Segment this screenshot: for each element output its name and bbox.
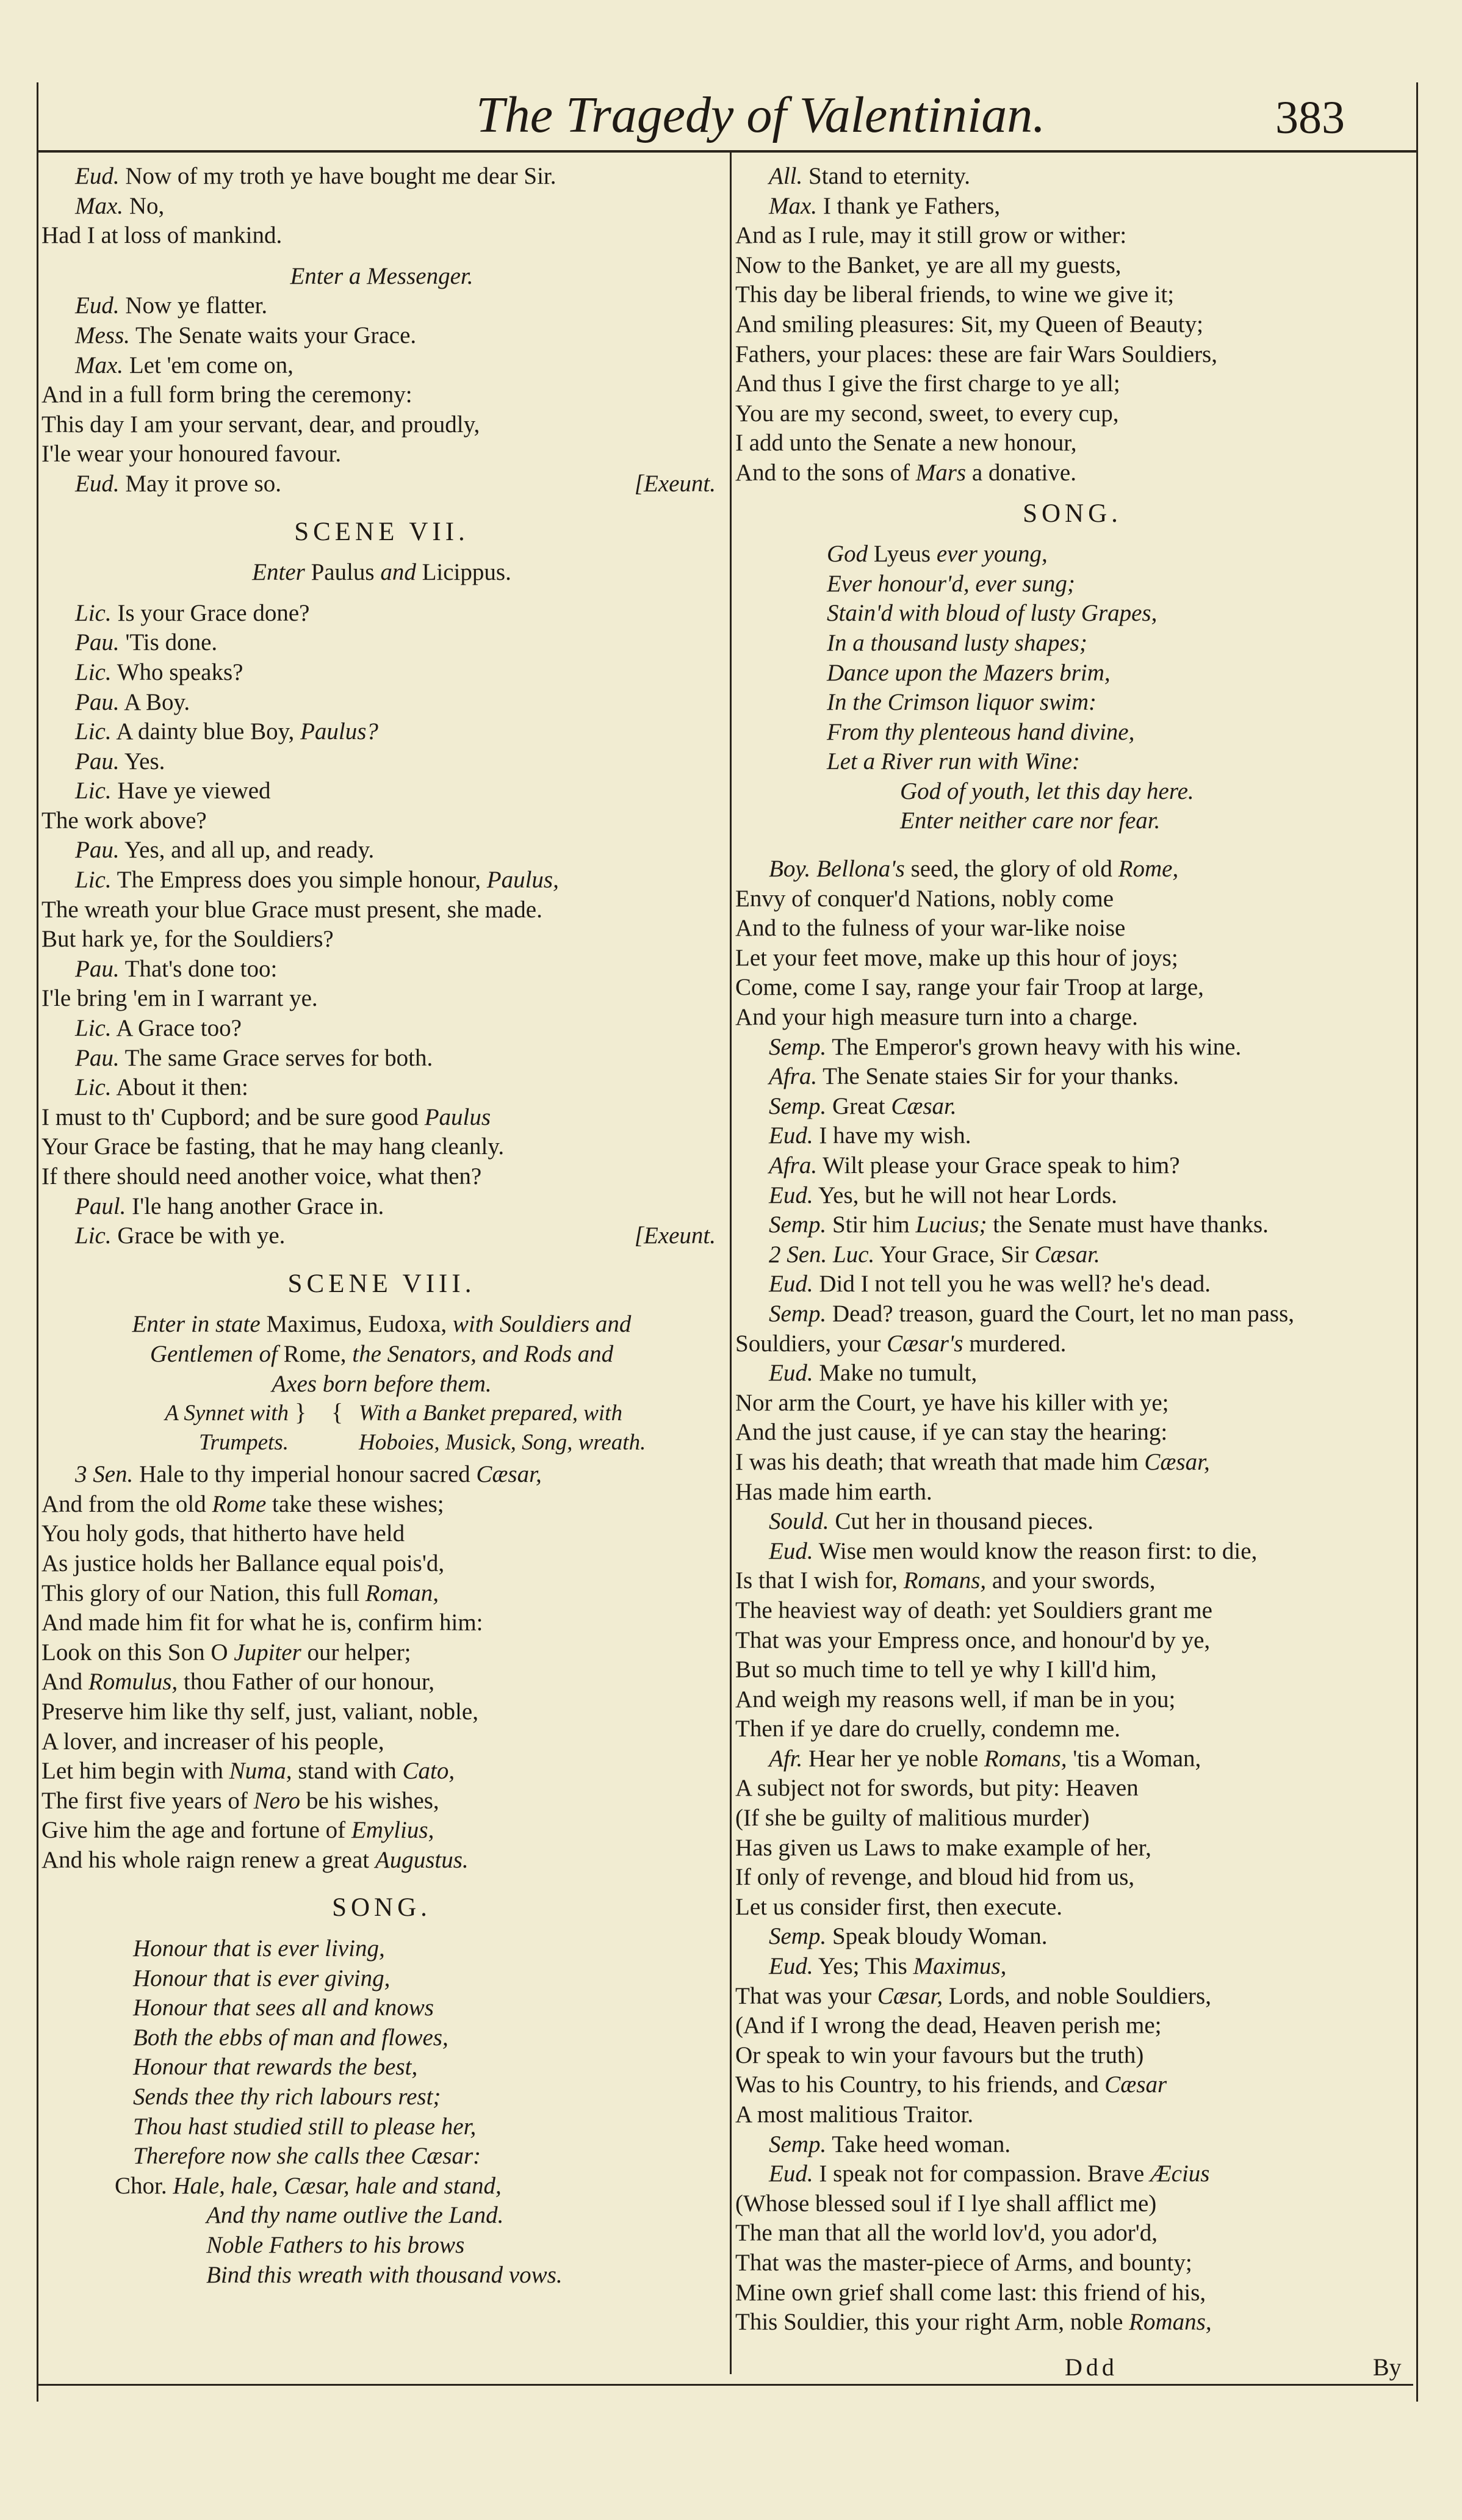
text-line: Pau. Yes, and all up, and ready. bbox=[75, 837, 375, 864]
text-line: Lic. About it then: bbox=[75, 1074, 248, 1101]
text-line: That was your Cæsar, Lords, and noble Souldiers, bbox=[735, 1982, 1211, 2009]
spacer bbox=[41, 588, 722, 599]
text-line: (And if I wrong the dead, Heaven perish me; bbox=[735, 2012, 1162, 2039]
text-line: And thus I give the first charge to ye all; bbox=[735, 370, 1120, 397]
stage-direction: Enter Paulus and Licippus. bbox=[252, 559, 511, 586]
text-line: I'le wear your honoured favour. bbox=[41, 441, 342, 468]
song-line: Honour that rewards the best, bbox=[133, 2054, 418, 2081]
brace-glyph: } bbox=[295, 1398, 307, 1426]
song-line: Dance upon the Mazers brim, bbox=[827, 659, 1111, 686]
text-line: Pau. Yes. bbox=[75, 748, 165, 774]
exit-direction: [Exeunt. bbox=[634, 470, 716, 497]
song-line: Honour that is ever giving, bbox=[133, 1965, 391, 1991]
spacer bbox=[41, 499, 722, 518]
text-line: Sould. Cut her in thousand pieces. bbox=[769, 1508, 1093, 1535]
text-line: I must to th' Cupbord; and be sure good Paulus bbox=[41, 1103, 491, 1130]
spacer bbox=[41, 251, 722, 262]
text-line: Souldiers, your Cæsar's murdered. bbox=[735, 1330, 1067, 1357]
song-line: In a thousand lusty shapes; bbox=[827, 629, 1087, 656]
text-line: Semp. The Emperor's grown heavy with his wine. bbox=[769, 1033, 1242, 1060]
text-line: Has given us Laws to make example of her, bbox=[735, 1834, 1151, 1861]
text-line: Envy of conquer'd Nations, nobly come bbox=[735, 885, 1114, 912]
text-line: That was the master-piece of Arms, and bounty; bbox=[735, 2249, 1192, 2276]
text-line: But so much time to tell ye why I kill'd him, bbox=[735, 1656, 1157, 1683]
song-line: Let a River run with Wine: bbox=[827, 748, 1080, 775]
spacer bbox=[735, 529, 1410, 540]
text-line: Afra. The Senate staies Sir for your thanks. bbox=[769, 1063, 1179, 1090]
page-number: 383 bbox=[1275, 92, 1345, 143]
text-line: Max. No, bbox=[75, 192, 165, 219]
text-line: Max. Let 'em come on, bbox=[75, 352, 293, 378]
scene-heading: SCENE VIII. bbox=[287, 1269, 476, 1298]
song-line: Bind this wreath with thousand vows. bbox=[206, 2261, 563, 2288]
text-line: I was his death; that wreath that made him Cæsar, bbox=[735, 1448, 1210, 1475]
text-line: Eud. Yes; This Maximus, bbox=[769, 1953, 1007, 1980]
text-line: Look on this Son O Jupiter our helper; bbox=[41, 1639, 411, 1666]
text-line: Was to his Country, to his friends, and Cæsar bbox=[735, 2071, 1167, 2098]
text-line: A most malitious Traitor. bbox=[735, 2101, 974, 2128]
text-line: The heaviest way of death: yet Souldiers grant me bbox=[735, 1597, 1212, 1623]
text-line: Lic. A dainty blue Boy, Paulus? bbox=[75, 718, 378, 745]
text-line: You are my second, sweet, to every cup, bbox=[735, 400, 1119, 427]
text-line: This day I am your servant, dear, and proudly, bbox=[41, 411, 480, 438]
text-line: And his whole raign renew a great Augustus. bbox=[41, 1846, 469, 1873]
text-line: Is that I wish for, Romans, and your swords, bbox=[735, 1567, 1156, 1594]
text-line: Eud. Make no tumult, bbox=[769, 1360, 978, 1387]
text-line: Pau. The same Grace serves for both. bbox=[75, 1044, 433, 1071]
text-line: Eud. May it prove so. [Exeunt. bbox=[41, 469, 722, 499]
text-line: Eud. I speak not for compassion. Brave Æcius bbox=[769, 2161, 1210, 2187]
spacer bbox=[735, 836, 1410, 854]
text-line: Afr. Hear her ye noble Romans, 'tis a Woman, bbox=[769, 1745, 1201, 1772]
text-line: Now to the Banket, ye are all my guests, bbox=[735, 251, 1122, 278]
song-heading: SONG. bbox=[1023, 499, 1122, 528]
text-line: Semp. Dead? treason, guard the Court, let no man pass, bbox=[769, 1300, 1295, 1327]
spacer bbox=[735, 488, 1410, 499]
song-heading: SONG. bbox=[332, 1893, 431, 1922]
song-line: Honour that is ever living, bbox=[133, 1935, 385, 1962]
text-line: 3 Sen. Hale to thy imperial honour sacred Cæsar, bbox=[75, 1461, 542, 1488]
text-line: Pau. A Boy. bbox=[75, 688, 190, 715]
text-line: And weigh my reasons well, if man be in you; bbox=[735, 1686, 1176, 1713]
right-column bbox=[735, 162, 1410, 2338]
text-line: And as I rule, may it still grow or wither: bbox=[735, 222, 1127, 249]
exit-direction: [Exeunt. bbox=[634, 1222, 716, 1249]
stage-direction: Axes born before them. bbox=[272, 1370, 492, 1397]
music-direction: A Synnet with Trumpets. } { With a Banket prepared, with Hoboies, Musick, Song, wreath. bbox=[165, 1398, 646, 1456]
spacer bbox=[41, 547, 722, 558]
text-line: Semp. Speak bloudy Woman. bbox=[769, 1923, 1048, 1950]
text-line: Nor arm the Court, ye have his killer with ye; bbox=[735, 1389, 1169, 1416]
signature-mark: Ddd bbox=[1065, 2353, 1118, 2381]
text-line: But hark ye, for the Souldiers? bbox=[41, 926, 334, 953]
text-line: And from the old Rome take these wishes; bbox=[41, 1490, 444, 1517]
catchword: By bbox=[1373, 2353, 1402, 2381]
spacer bbox=[41, 1299, 722, 1310]
text-line: Eud. I have my wish. bbox=[769, 1122, 971, 1149]
left-column bbox=[41, 162, 722, 2290]
text-line: And in a full form bring the ceremony: bbox=[41, 381, 412, 408]
text-line: A lover, and increaser of his people, bbox=[41, 1728, 384, 1755]
song-line: Ever honour'd, ever sung; bbox=[827, 570, 1075, 597]
text-line: Mess. The Senate waits your Grace. bbox=[75, 322, 417, 348]
song-line: Enter neither care nor fear. bbox=[900, 807, 1161, 834]
text-line: Let your feet move, make up this hour of joys; bbox=[735, 944, 1178, 971]
text-line: This Souldier, this your right Arm, noble Romans, bbox=[735, 2309, 1212, 2336]
text-line: Pau. That's done too: bbox=[75, 955, 278, 982]
text-line: Eud. Now ye flatter. bbox=[75, 292, 268, 319]
text-line: And Romulus, thou Father of our honour, bbox=[41, 1669, 435, 1695]
text-line: Lic. A Grace too? bbox=[75, 1015, 242, 1042]
text-line: (If she be guilty of malitious murder) bbox=[735, 1805, 1090, 1832]
text-line: Eud. Yes, but he will not hear Lords. bbox=[769, 1182, 1117, 1208]
song-line: Thou hast studied still to please her, bbox=[133, 2113, 477, 2140]
text-line: Preserve him like thy self, just, valiant, noble, bbox=[41, 1698, 478, 1725]
text-line: And your high measure turn into a charge. bbox=[735, 1004, 1138, 1031]
song-line: Both the ebbs of man and flowes, bbox=[133, 2024, 448, 2051]
text-line: A subject not for swords, but pity: Heaven bbox=[735, 1775, 1139, 1802]
text-line: Semp. Great Cæsar. bbox=[769, 1092, 957, 1119]
text-line: Max. I thank ye Fathers, bbox=[769, 192, 1001, 219]
text-line: Lic. Grace be with ye. [Exeunt. bbox=[41, 1221, 722, 1251]
text-line: Lic. Is your Grace done? bbox=[75, 599, 310, 626]
stage-direction: Enter in state Maximus, Eudoxa, with Souldiers and bbox=[132, 1311, 632, 1338]
text-line: If there should need another voice, what then? bbox=[41, 1163, 482, 1190]
spacer bbox=[41, 1923, 722, 1934]
text-line: Mine own grief shall come last: this friend of his, bbox=[735, 2279, 1206, 2306]
text-line: All. Stand to eternity. bbox=[769, 163, 971, 189]
text-line: Your Grace be fasting, that he may hang cleanly. bbox=[41, 1133, 505, 1160]
text-line: Let us consider first, then execute. bbox=[735, 1893, 1063, 1920]
text-line: And to the sons of Mars a donative. bbox=[735, 459, 1076, 486]
text-line: Semp. Stir him Lucius; the Senate must have thanks. bbox=[769, 1211, 1269, 1238]
text-line: Come, come I say, range your fair Troop at large, bbox=[735, 974, 1204, 1001]
text-line: This glory of our Nation, this full Roman, bbox=[41, 1580, 439, 1606]
song-line: Sends thee thy rich labours rest; bbox=[133, 2084, 441, 2110]
song-line: In the Crimson liquor swim: bbox=[827, 689, 1097, 716]
text-line: Semp. Take heed woman. bbox=[769, 2131, 1011, 2157]
text-line: The man that all the world lov'd, you ador'd, bbox=[735, 2220, 1158, 2247]
text-line: The wreath your blue Grace must present, she made. bbox=[41, 896, 542, 923]
text-line: I add unto the Senate a new honour, bbox=[735, 430, 1077, 457]
text-line: This day be liberal friends, to wine we give it; bbox=[735, 281, 1175, 308]
text-line: The work above? bbox=[41, 807, 207, 834]
song-line: Therefore now she calls thee Cæsar: bbox=[133, 2143, 481, 2170]
song-line: Honour that sees all and knows bbox=[133, 1995, 434, 2021]
text-line: Eud. Did I not tell you he was well? he's dead. bbox=[769, 1271, 1211, 1298]
text-line: Fathers, your places: these are fair Wars Souldiers, bbox=[735, 341, 1217, 367]
spacer bbox=[41, 1251, 722, 1269]
running-title: The Tragedy of Valentinian. bbox=[476, 87, 1046, 143]
song-line: From thy plenteous hand divine, bbox=[827, 718, 1135, 745]
text-line: And made him fit for what he is, confirm him: bbox=[41, 1609, 483, 1636]
text-line: I'le bring 'em in I warrant ye. bbox=[41, 985, 318, 1012]
text-line: (Whose blessed soul if I lye shall afflict me) bbox=[735, 2190, 1157, 2217]
brace-glyph: { bbox=[331, 1398, 344, 1426]
header-rule bbox=[37, 150, 1417, 153]
text-line: Lic. Have ye viewed bbox=[75, 778, 271, 804]
scene-heading: SCENE VII. bbox=[294, 517, 469, 546]
text-line: The first five years of Nero be his wishes, bbox=[41, 1787, 439, 1814]
stage-direction: Enter a Messenger. bbox=[290, 262, 474, 289]
stage-direction: Gentlemen of Rome, the Senators, and Rods and bbox=[149, 1340, 614, 1367]
song-line: And thy name outlive the Land. bbox=[206, 2202, 504, 2229]
text-line: Eud. Wise men would know the reason first: to die, bbox=[769, 1537, 1258, 1564]
spacer bbox=[41, 1875, 722, 1893]
text-line: Pau. 'Tis done. bbox=[75, 629, 218, 656]
song-line: Noble Fathers to his brows bbox=[206, 2232, 465, 2258]
column-divider bbox=[730, 153, 732, 2374]
text-line: Let him begin with Numa, stand with Cato, bbox=[41, 1758, 455, 1785]
footer-rule bbox=[38, 2384, 1413, 2386]
text-line: Eud. Now of my troth ye have bought me dear Sir. bbox=[75, 163, 556, 189]
text-line: You holy gods, that hitherto have held bbox=[41, 1520, 405, 1547]
text-line: That was your Empress once, and honour'd by ye, bbox=[735, 1626, 1211, 1653]
text-line: Paul. I'le hang another Grace in. bbox=[75, 1193, 384, 1219]
text-line: And the just cause, if ye can stay the hearing: bbox=[735, 1419, 1168, 1446]
chorus-line: Chor. Hale, hale, Cæsar, hale and stand, bbox=[115, 2172, 502, 2199]
song-line: God Lyeus ever young, bbox=[827, 541, 1048, 568]
text-line: If only of revenge, and bloud hid from us, bbox=[735, 1864, 1135, 1891]
text-line: Has made him earth. bbox=[735, 1478, 932, 1505]
text-line: And to the fulness of your war-like noise bbox=[735, 915, 1126, 942]
song-line: Stain'd with bloud of lusty Grapes, bbox=[827, 600, 1158, 627]
text-line: And smiling pleasures: Sit, my Queen of Beauty; bbox=[735, 311, 1203, 338]
text-line: Lic. The Empress does you simple honour, Paulus, bbox=[75, 867, 559, 894]
text-line: Afra. Wilt please your Grace speak to him? bbox=[769, 1152, 1180, 1179]
text-line: Boy. Bellona's seed, the glory of old Rome, bbox=[769, 856, 1179, 883]
song-line: God of youth, let this day here. bbox=[900, 778, 1194, 804]
text-line: Then if ye dare do cruelly, condemn me. bbox=[735, 1716, 1120, 1742]
text-line: As justice holds her Ballance equal pois'd, bbox=[41, 1550, 445, 1576]
text-line: Or speak to win your favours but the truth) bbox=[735, 2042, 1144, 2068]
text-line: 2 Sen. Luc. Your Grace, Sir Cæsar. bbox=[769, 1241, 1100, 1268]
text-line: Had I at loss of mankind. bbox=[41, 222, 283, 249]
text-line: Give him the age and fortune of Emylius, bbox=[41, 1817, 434, 1844]
text-line: Lic. Who speaks? bbox=[75, 659, 243, 685]
